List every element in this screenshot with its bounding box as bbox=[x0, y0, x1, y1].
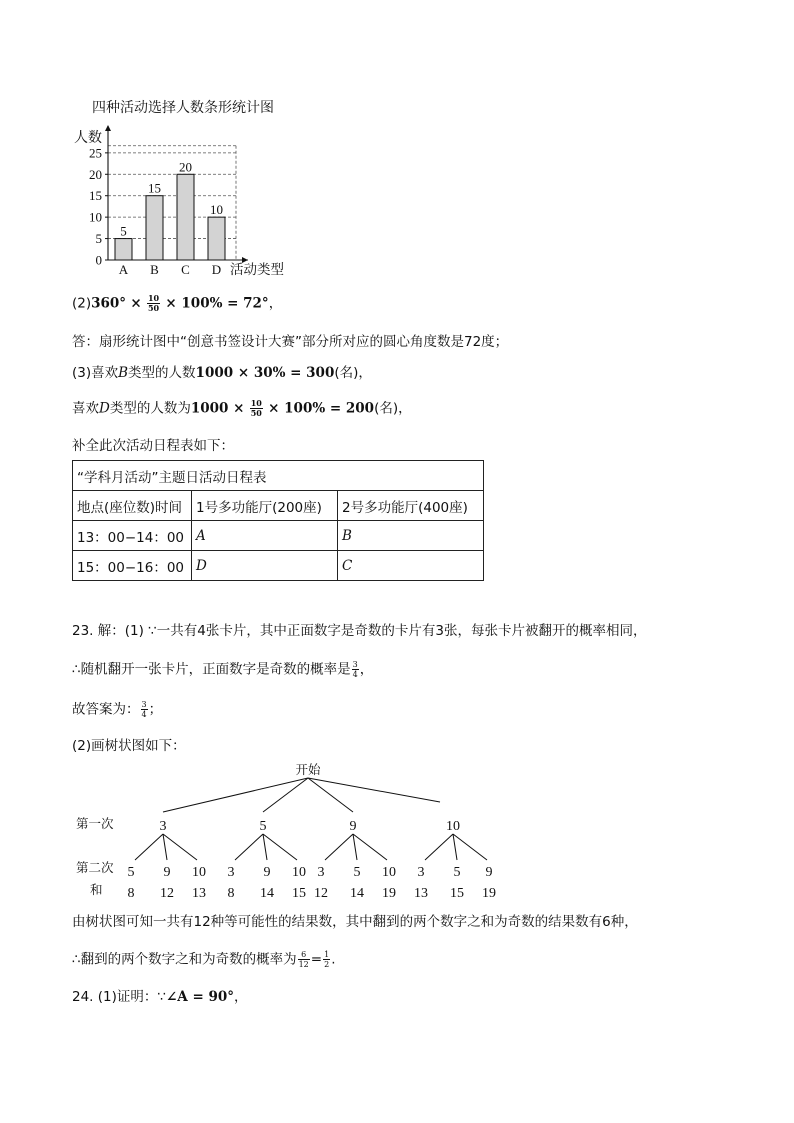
tree-sum: 19 bbox=[382, 886, 396, 901]
table-header-cell: 地点(座位数)时间 bbox=[73, 491, 192, 521]
x-tick-label: D bbox=[211, 262, 222, 277]
tree-sum: 19 bbox=[482, 886, 496, 901]
chart-title: 四种活动选择人数条形统计图 bbox=[92, 100, 274, 116]
fraction-3-4: $\frac{3}{4}$ bbox=[352, 660, 358, 679]
y-axis-arrow bbox=[105, 125, 111, 131]
y-axis-label: 人数 bbox=[74, 130, 102, 146]
q22-part2: (2)360° × $\frac{10}{50}$ × 100% = 72°， bbox=[72, 293, 283, 313]
tree-sum: 12 bbox=[314, 886, 328, 901]
y-tick-label: 25 bbox=[89, 145, 102, 161]
table-cell: 13：00−14：00 bbox=[73, 521, 192, 551]
data-label: 15 bbox=[148, 180, 161, 196]
q23-line2: ∴随机翻开一张卡片，正面数字是奇数的概率是 $\frac{3}{4}$ ， bbox=[72, 660, 374, 679]
tree-second-node: 10 bbox=[192, 865, 206, 880]
table-row bbox=[73, 551, 484, 581]
tree-second-node: 10 bbox=[382, 865, 396, 880]
q23-line1: 23. 解：(1) ∵一共有4张卡片，其中正面数字是奇数的卡片有3张，每张卡片被翻开的概率相同， bbox=[72, 623, 647, 639]
tree-branch bbox=[163, 834, 167, 860]
q23-line4: (2)画树状图如下： bbox=[72, 738, 186, 754]
fraction-10-50: $\frac{10}{50}$ bbox=[147, 293, 160, 313]
tree-second-node: 5 bbox=[127, 865, 135, 880]
table-cell: C bbox=[338, 551, 484, 581]
fraction-10-50-b: $\frac{10}{50}$ bbox=[250, 398, 262, 418]
table-cell: A bbox=[192, 521, 338, 551]
table-header-cell: 2号多功能厅(400座) bbox=[338, 491, 484, 521]
tree-second-node: 9 bbox=[485, 865, 493, 880]
tree-diagram bbox=[60, 760, 510, 905]
x-tick-label: B bbox=[150, 262, 159, 277]
fraction-1-2: $\frac{1}{2}$ bbox=[324, 950, 330, 969]
tree-branch bbox=[135, 834, 163, 860]
tree-branch bbox=[163, 834, 197, 860]
y-tick-label: 0 bbox=[95, 252, 102, 268]
table-intro: 补全此次活动日程表如下： bbox=[72, 438, 234, 454]
q23-line3: 故答案为： $\frac{3}{4}$ ； bbox=[72, 700, 163, 719]
table-title: “学科月活动”主题日活动日程表 bbox=[73, 461, 484, 491]
tree-row-label: 第二次 bbox=[76, 860, 114, 875]
q23-line5: 由树状图可知一共有12种等可能性的结果数，其中翻到的两个数字之和为奇数的结果数有6种， bbox=[72, 914, 638, 930]
tree-branch bbox=[263, 834, 297, 860]
y-tick-label: 10 bbox=[89, 209, 102, 225]
tree-row-label: 和 bbox=[90, 882, 103, 897]
tree-second-node: 5 bbox=[353, 865, 361, 880]
bar-d bbox=[208, 217, 225, 260]
data-label: 10 bbox=[210, 202, 223, 218]
tree-branch bbox=[308, 778, 353, 812]
q22-part3: (3)喜欢B类型的人数1000 × 30% = 300(名)， bbox=[72, 365, 372, 381]
x-axis-label: 活动类型 bbox=[230, 262, 284, 278]
bar-a bbox=[115, 239, 132, 260]
table-cell: 15：00−16：00 bbox=[73, 551, 192, 581]
schedule-table bbox=[72, 460, 484, 581]
tree-second-node: 9 bbox=[163, 865, 171, 880]
tree-sum: 14 bbox=[260, 886, 274, 901]
q23-line6: ∴翻到的两个数字之和为奇数的概率为 $\frac{6}{12}$ = $\frac{1}{2}$ . bbox=[72, 950, 336, 969]
table-cell: D bbox=[192, 551, 338, 581]
tree-sum: 15 bbox=[292, 886, 306, 901]
fraction-6-12: $\frac{6}{12}$ bbox=[298, 950, 309, 969]
tree-branch bbox=[353, 834, 387, 860]
q22-answer: 答：扇形统计图中“创意书签设计大赛”部分所对应的圆心角度数是72度； bbox=[72, 334, 509, 350]
data-label: 5 bbox=[120, 223, 127, 239]
tree-branch bbox=[308, 778, 440, 802]
table-header-cell: 1号多功能厅(200座) bbox=[192, 491, 338, 521]
tree-second-node: 3 bbox=[227, 865, 235, 880]
tree-sum: 8 bbox=[127, 886, 135, 901]
tree-branch bbox=[425, 834, 453, 860]
tree-branch bbox=[453, 834, 457, 860]
tree-sum: 8 bbox=[227, 886, 235, 901]
tree-sum: 13 bbox=[192, 886, 206, 901]
tree-branch bbox=[263, 834, 267, 860]
tree-branch bbox=[353, 834, 357, 860]
bar-c bbox=[177, 174, 194, 260]
tree-first-node: 3 bbox=[159, 819, 167, 834]
table-cell: B bbox=[338, 521, 484, 551]
tree-second-node: 10 bbox=[292, 865, 306, 880]
tree-first-node: 9 bbox=[349, 819, 357, 834]
x-tick-label: A bbox=[118, 262, 129, 277]
tree-branch bbox=[325, 834, 353, 860]
tree-sum: 15 bbox=[450, 886, 464, 901]
tree-sum: 13 bbox=[414, 886, 428, 901]
tree-second-node: 5 bbox=[453, 865, 461, 880]
fraction-3-4-b: $\frac{3}{4}$ bbox=[141, 700, 147, 719]
bar-b bbox=[146, 196, 163, 260]
data-label: 20 bbox=[179, 159, 192, 175]
tree-first-node: 5 bbox=[259, 819, 267, 834]
tree-sum: 12 bbox=[160, 886, 174, 901]
tree-second-node: 3 bbox=[317, 865, 325, 880]
table-row bbox=[73, 521, 484, 551]
q22-part3b: 喜欢D类型的人数为1000 × $\frac{10}{50}$ × 100% = 200(名)， bbox=[72, 398, 412, 418]
y-tick-label: 15 bbox=[89, 188, 102, 204]
q24-line1: 24. (1)证明：∵∠A = 90°， bbox=[72, 989, 248, 1005]
tree-second-node: 3 bbox=[417, 865, 425, 880]
x-tick-label: C bbox=[181, 262, 190, 277]
tree-row-label: 第一次 bbox=[76, 816, 114, 831]
tree-root: 开始 bbox=[295, 762, 321, 777]
bar-chart bbox=[70, 122, 310, 282]
tree-second-node: 9 bbox=[263, 865, 271, 880]
y-tick-label: 20 bbox=[89, 166, 102, 182]
tree-branch bbox=[235, 834, 263, 860]
y-tick-label: 5 bbox=[95, 231, 102, 247]
tree-first-node: 10 bbox=[446, 819, 460, 834]
tree-branch bbox=[453, 834, 487, 860]
tree-sum: 14 bbox=[350, 886, 364, 901]
